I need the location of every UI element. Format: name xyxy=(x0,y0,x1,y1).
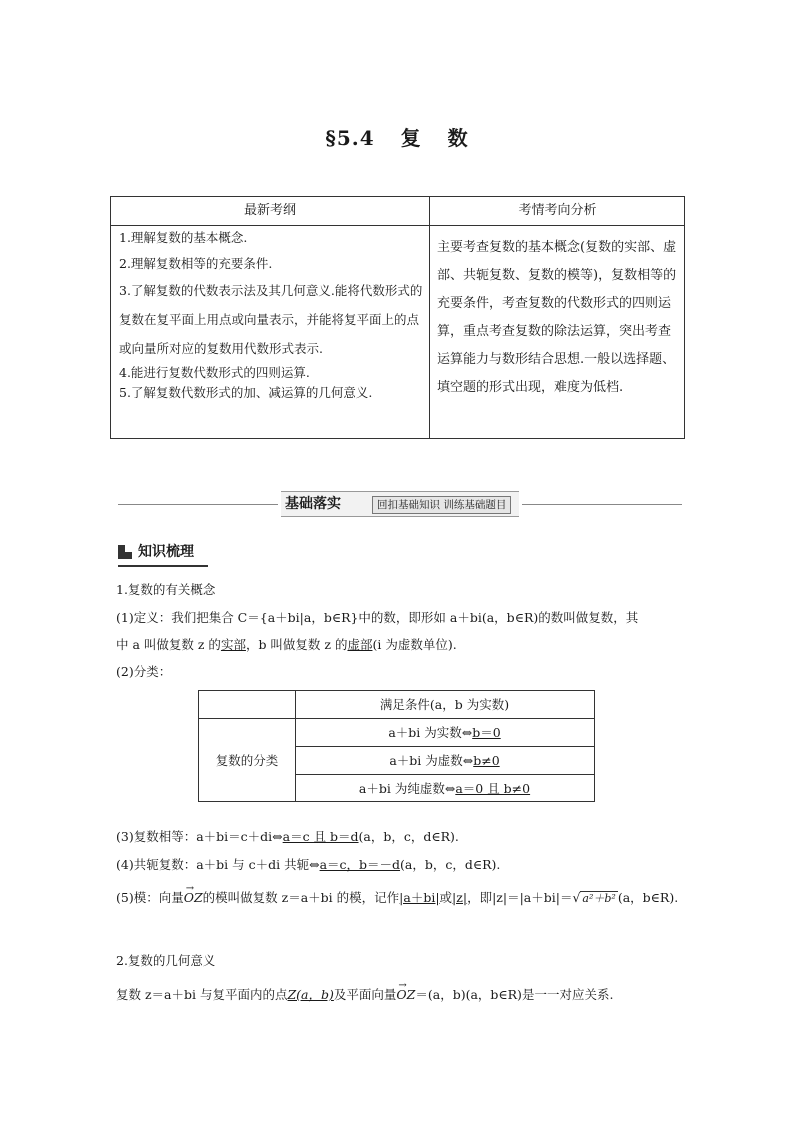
text-span: (5)模：向量 xyxy=(116,890,184,905)
table-cell-text: a＋bi 为实数⇔ xyxy=(388,725,473,740)
text-span: 及平面向量 xyxy=(333,987,397,1002)
table-row xyxy=(295,775,594,802)
conjugate-line xyxy=(116,856,500,874)
syllabus-item: 1.理解复数的基本概念. xyxy=(119,230,248,245)
banner-subtitle: 回扣基础知识 训练基础题目 xyxy=(372,496,511,514)
text-span: (3)复数相等：a＋bi＝c＋di⇔ xyxy=(116,829,283,844)
syllabus-item: 5.了解复数代数形式的加、减运算的几何意义. xyxy=(119,385,373,400)
banner-rule-right xyxy=(522,504,682,505)
answer-point: Z(a，b) xyxy=(287,987,334,1002)
table-row xyxy=(295,719,594,746)
answer-modulus-1: |a＋bi| xyxy=(399,890,440,905)
section-number: §5.4 xyxy=(325,126,375,150)
answer-imaginary-part: 虚部 xyxy=(347,637,373,652)
sqrt-icon: √ xyxy=(572,890,581,905)
syllabus-item: 4.能进行复数代数形式的四则运算. xyxy=(119,365,310,380)
vector-oz: → OZ xyxy=(396,986,415,1004)
text-span: (i 为虚数单位). xyxy=(372,637,457,652)
text-span: ，即|z|＝|a＋bi|＝ xyxy=(467,890,573,905)
sqrt-radicand: a²＋b² xyxy=(582,892,616,905)
table-header: 满足条件(a，b 为实数) xyxy=(379,697,510,712)
classification-heading: (2)分类： xyxy=(116,664,172,679)
square-icon xyxy=(118,545,132,559)
table-cell-text: a＋bi 为纯虚数⇔ xyxy=(358,781,456,796)
text-span: ，b 叫做复数 z 的 xyxy=(245,637,348,652)
text-span: (a，b，c，d∈R). xyxy=(400,857,501,872)
geometric-meaning-line xyxy=(116,986,613,1004)
syllabus-divider xyxy=(429,197,430,438)
table-cell-answer: b≠0 xyxy=(473,753,500,768)
title-char-2: 数 xyxy=(447,126,469,150)
knowledge-underline xyxy=(118,565,208,567)
classification-table xyxy=(198,690,595,802)
text-span: (a，b，c，d∈R). xyxy=(358,829,459,844)
complex-equality-line xyxy=(116,828,459,846)
text-span: 或 xyxy=(439,890,453,905)
section-2-heading: 2.复数的几何意义 xyxy=(116,953,216,968)
syllabus-header-left: 最新考纲 xyxy=(243,203,296,218)
table-cell-answer: b＝0 xyxy=(472,725,501,740)
answer-modulus-2: |z| xyxy=(452,890,468,905)
text-span: (a，b∈R). xyxy=(617,890,679,905)
modulus-line xyxy=(116,889,678,908)
table-row-label: 复数的分类 xyxy=(215,753,279,768)
answer-conjugate: a＝c，b＝－d xyxy=(319,857,401,872)
syllabus-left-column xyxy=(119,230,425,411)
text-span: 中 a 叫做复数 z 的 xyxy=(116,637,221,652)
banner-rule-left xyxy=(118,504,278,505)
table-cell-text: a＋bi 为虚数⇔ xyxy=(389,753,474,768)
knowledge-title: 知识梳理 xyxy=(138,544,194,560)
text-span: (4)共轭复数：a＋bi 与 c＋di 共轭⇔ xyxy=(116,857,320,872)
answer-equality: a＝c 且 b＝d xyxy=(282,829,359,844)
answer-real-part: 实部 xyxy=(220,637,246,652)
syllabus-table xyxy=(110,196,685,439)
text-span: ＝(a，b)(a，b∈R)是一一对应关系. xyxy=(415,987,614,1002)
banner-title: 基础落实 xyxy=(285,496,341,512)
syllabus-item: 2.理解复数相等的充要条件. xyxy=(119,256,273,271)
syllabus-right-column: 主要考查复数的基本概念(复数的实部、虚部、共轭复数、复数的模等)，复数相等的充要条件，考查复数的代数形式的四则运算，重点考查复数的除法运算，突出考查运算能力与数形结合思想.一般以选择题、填空题的形式出现，难度为低档. xyxy=(437,240,677,395)
text-span: 的模叫做复数 z＝a＋bi 的模，记作 xyxy=(202,890,400,905)
table-row xyxy=(295,747,594,774)
title-char-1: 复 xyxy=(400,126,422,150)
syllabus-item: 3.了解复数的代数表示法及其几何意义.能将代数形式的复数在复平面上用点或向量表示，并能将复平面上的点或向量所对应的复数用代数形式表示. xyxy=(119,283,423,356)
definition-line-2 xyxy=(116,636,457,654)
text-span: 复数 z＝a＋bi 与复平面内的点 xyxy=(116,987,288,1002)
vector-oz: → OZ xyxy=(184,889,203,907)
section-1-heading: 1.复数的有关概念 xyxy=(116,582,216,597)
syllabus-header xyxy=(111,197,684,226)
syllabus-header-right: 考情考向分析 xyxy=(518,203,597,218)
page-title xyxy=(0,122,794,151)
table-cell-answer: a＝0 且 b≠0 xyxy=(455,781,531,796)
section-banner xyxy=(281,491,519,517)
definition-line-1: (1)定义：我们把集合 C＝{a＋bi|a，b∈R}中的数，即形如 a＋bi(a，b∈R)的数叫做复数，其 xyxy=(116,610,639,625)
